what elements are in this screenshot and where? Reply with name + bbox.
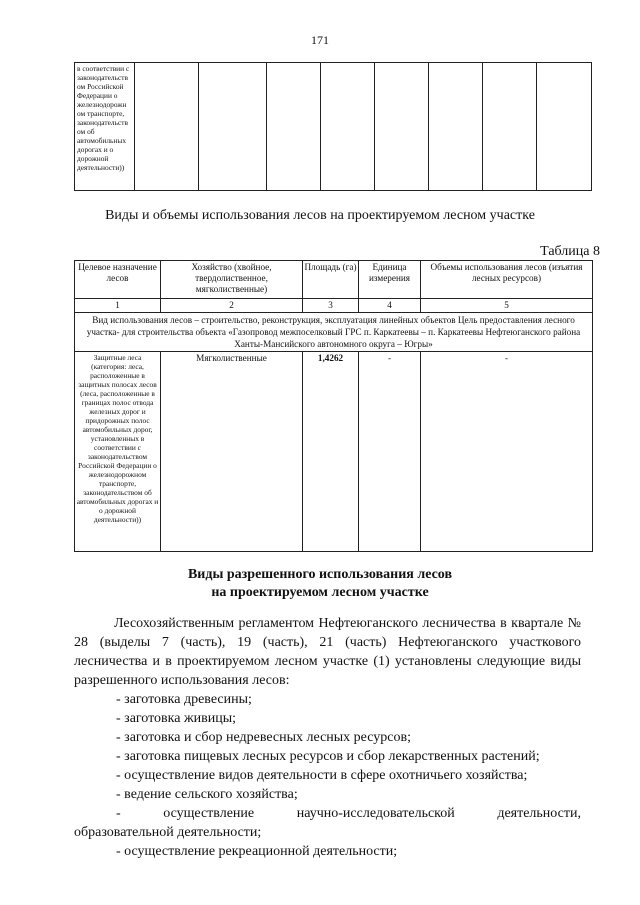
table-caption: Таблица 8 <box>540 244 600 259</box>
heading-line: на проектируемом лесном участке <box>211 585 429 600</box>
column-number: 4 <box>359 299 421 313</box>
column-header: Хозяйство (хвойное, твердолиственное, мягколиственные) <box>161 261 303 299</box>
column-number: 1 <box>75 299 161 313</box>
column-header: Целевое назначение лесов <box>75 261 161 299</box>
table-cell <box>375 63 429 191</box>
column-header: Объемы использования лесов (изъятия лесных ресурсов) <box>421 261 593 299</box>
table-cell <box>135 63 199 191</box>
list-dash: - <box>116 806 121 821</box>
column-number-row <box>75 299 593 313</box>
list-item: - ведение сельского хозяйства; <box>116 787 298 802</box>
area-cell: 1,4262 <box>303 352 359 552</box>
list-item: - заготовка древесины; <box>116 692 252 707</box>
column-number: 3 <box>303 299 359 313</box>
farm-type-cell: Мягколиственные <box>161 352 303 552</box>
column-number: 5 <box>421 299 593 313</box>
volume-cell: - <box>421 352 593 552</box>
heading-line: Виды разрешенного использования лесов <box>187 567 453 582</box>
table-cell <box>537 63 592 191</box>
list-word: научно-исследовательской <box>296 806 455 821</box>
table-cell <box>267 63 321 191</box>
table-cell <box>483 63 537 191</box>
column-header: Единица измерения <box>359 261 421 299</box>
page-number: 171 <box>311 33 329 47</box>
list-item <box>74 804 581 823</box>
list-item: - заготовка пищевых лесных ресурсов и сбор лекарственных растений; <box>116 749 540 764</box>
list-word: деятельности, <box>497 806 581 821</box>
list-item: - заготовка и сбор недревесных лесных ресурсов; <box>116 730 411 745</box>
section-heading: Виды и объемы использования лесов на проектируемом лесном участке <box>105 208 535 223</box>
paragraph: Лесохозяйственным регламентом Нефтеюганского лесничества в квартале № 28 (выделы 7 (часть), 19 (часть), 21 (часть) Нефтеюганского участкового лесничества и в проектируемом лесном участке (1) установлены следующие виды разрешенного использования лесов: <box>74 616 581 688</box>
list-item-continuation: образовательной деятельности; <box>74 825 262 840</box>
body-text <box>74 614 581 861</box>
section-heading-2 <box>0 566 640 602</box>
forest-purpose-cell: Защитные леса (категория: леса, расположенные в защитных полосах лесов (леса, расположенные в границах полос отвода железных дорог и придорожных полос автомобильных дорог, установленных в соответствии с законодательством Российской Федерации о железнодорожном транспорте, законодательством об автомобильных дорогах и о дорожной деятельности)) <box>75 352 161 552</box>
table-cell <box>199 63 267 191</box>
list-item: - осуществление рекреационной деятельности; <box>116 844 398 859</box>
column-number: 2 <box>161 299 303 313</box>
list-item: - осуществление видов деятельности в сфере охотничьего хозяйства; <box>116 768 528 783</box>
continued-table <box>74 62 592 191</box>
table-cell: в соответствии с законодательств ом Российской Федерации о железнодорожн ом транспорте, законодательств ом об автомобильных дорогах и о дорожной деятельности)) <box>75 63 135 191</box>
unit-cell: - <box>359 352 421 552</box>
list-word: осуществление <box>163 806 255 821</box>
purpose-description: Вид использования лесов – строительство, реконструкция, эксплуатация линейных объектов Цель предоставления лесного участка- для строительства объекта «Газопровод межпоселковый ГРС п. Каркатеевы – п. Каркатеевы Нефтеюганского района Ханты-Мансийского автономного округа – Югры» <box>75 313 593 352</box>
purpose-row <box>75 313 593 352</box>
table-cell <box>321 63 375 191</box>
column-header: Площадь (га) <box>303 261 359 299</box>
table-cell <box>429 63 483 191</box>
table-row <box>75 352 593 552</box>
table-header-row <box>75 261 593 299</box>
forest-use-table <box>74 260 593 552</box>
list-item: - заготовка живицы; <box>116 711 237 726</box>
